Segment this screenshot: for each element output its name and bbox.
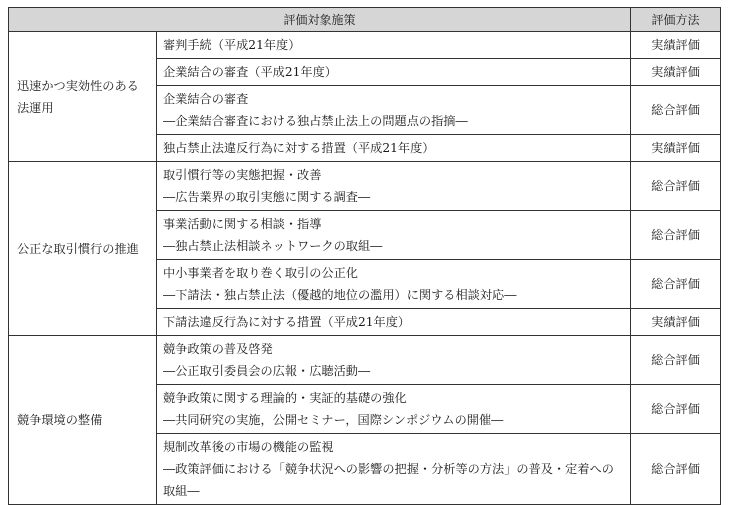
category-cell: 公正な取引慣行の推進 [9, 162, 157, 336]
method-cell: 総合評価 [631, 260, 721, 309]
measure-cell [157, 309, 631, 336]
measure-title: 競争政策の普及啓発 [163, 342, 273, 356]
measure-title: 審判手続（平成21年度） [163, 38, 301, 52]
measure-title: 中小事業者を取り巻く取引の公正化 [163, 266, 358, 280]
measure-cell [157, 162, 631, 211]
measure-title: 取引慣行等の実態把握・改善 [163, 168, 322, 182]
measure-cell [157, 59, 631, 86]
measure-subtitle: ―独占禁止法相談ネットワークの取組― [163, 239, 383, 253]
method-cell: 総合評価 [631, 385, 721, 434]
measure-cell [157, 86, 631, 135]
measure-title: 規制改革後の市場の機能の監視 [163, 440, 334, 454]
header-measures: 評価対象施策 [9, 8, 631, 32]
method-cell: 総合評価 [631, 162, 721, 211]
measure-subtitle: ―広告業界の取引実態に関する調査― [163, 190, 371, 204]
measure-title: 競争政策に関する理論的・実証的基礎の強化 [163, 391, 407, 405]
measure-title: 独占禁止法違反行為に対する措置（平成21年度） [163, 141, 435, 155]
table-row [9, 162, 721, 211]
measure-title: 下請法違反行為に対する措置（平成21年度） [163, 315, 411, 329]
measure-title: 企業結合の審査（平成21年度） [163, 65, 337, 79]
category-cell: 競争環境の整備 [9, 336, 157, 505]
measure-title: 企業結合の審査 [163, 92, 249, 106]
measure-cell [157, 434, 631, 505]
category-cell: 迅速かつ実効性のある法運用 [9, 32, 157, 162]
measure-cell [157, 135, 631, 162]
measure-subtitle: ―公正取引委員会の広報・広聴活動― [163, 364, 371, 378]
measure-cell [157, 32, 631, 59]
table-row [9, 336, 721, 385]
header-method: 評価方法 [631, 8, 721, 32]
method-cell: 総合評価 [631, 86, 721, 135]
measure-subtitle: ―政策評価における「競争状況への影響の把握・分析等の方法」の普及・定着への取組― [163, 462, 614, 498]
measure-subtitle: ―企業結合審査における独占禁止法上の問題点の指摘― [163, 114, 468, 128]
measure-subtitle: ―下請法・独占禁止法（優越的地位の濫用）に関する相談対応― [163, 288, 517, 302]
method-cell: 総合評価 [631, 211, 721, 260]
method-cell: 総合評価 [631, 434, 721, 505]
method-cell: 実績評価 [631, 59, 721, 86]
method-cell: 総合評価 [631, 336, 721, 385]
measure-cell [157, 385, 631, 434]
measure-cell [157, 336, 631, 385]
method-cell: 実績評価 [631, 309, 721, 336]
evaluation-table-container [8, 7, 720, 505]
measure-cell [157, 211, 631, 260]
measure-subtitle: ―共同研究の実施，公開セミナー，国際シンポジウムの開催― [163, 413, 504, 427]
method-cell: 実績評価 [631, 135, 721, 162]
header-row [9, 8, 721, 32]
evaluation-table [8, 7, 721, 505]
method-cell: 実績評価 [631, 32, 721, 59]
table-row [9, 32, 721, 59]
measure-cell [157, 260, 631, 309]
measure-title: 事業活動に関する相談・指導 [163, 217, 322, 231]
